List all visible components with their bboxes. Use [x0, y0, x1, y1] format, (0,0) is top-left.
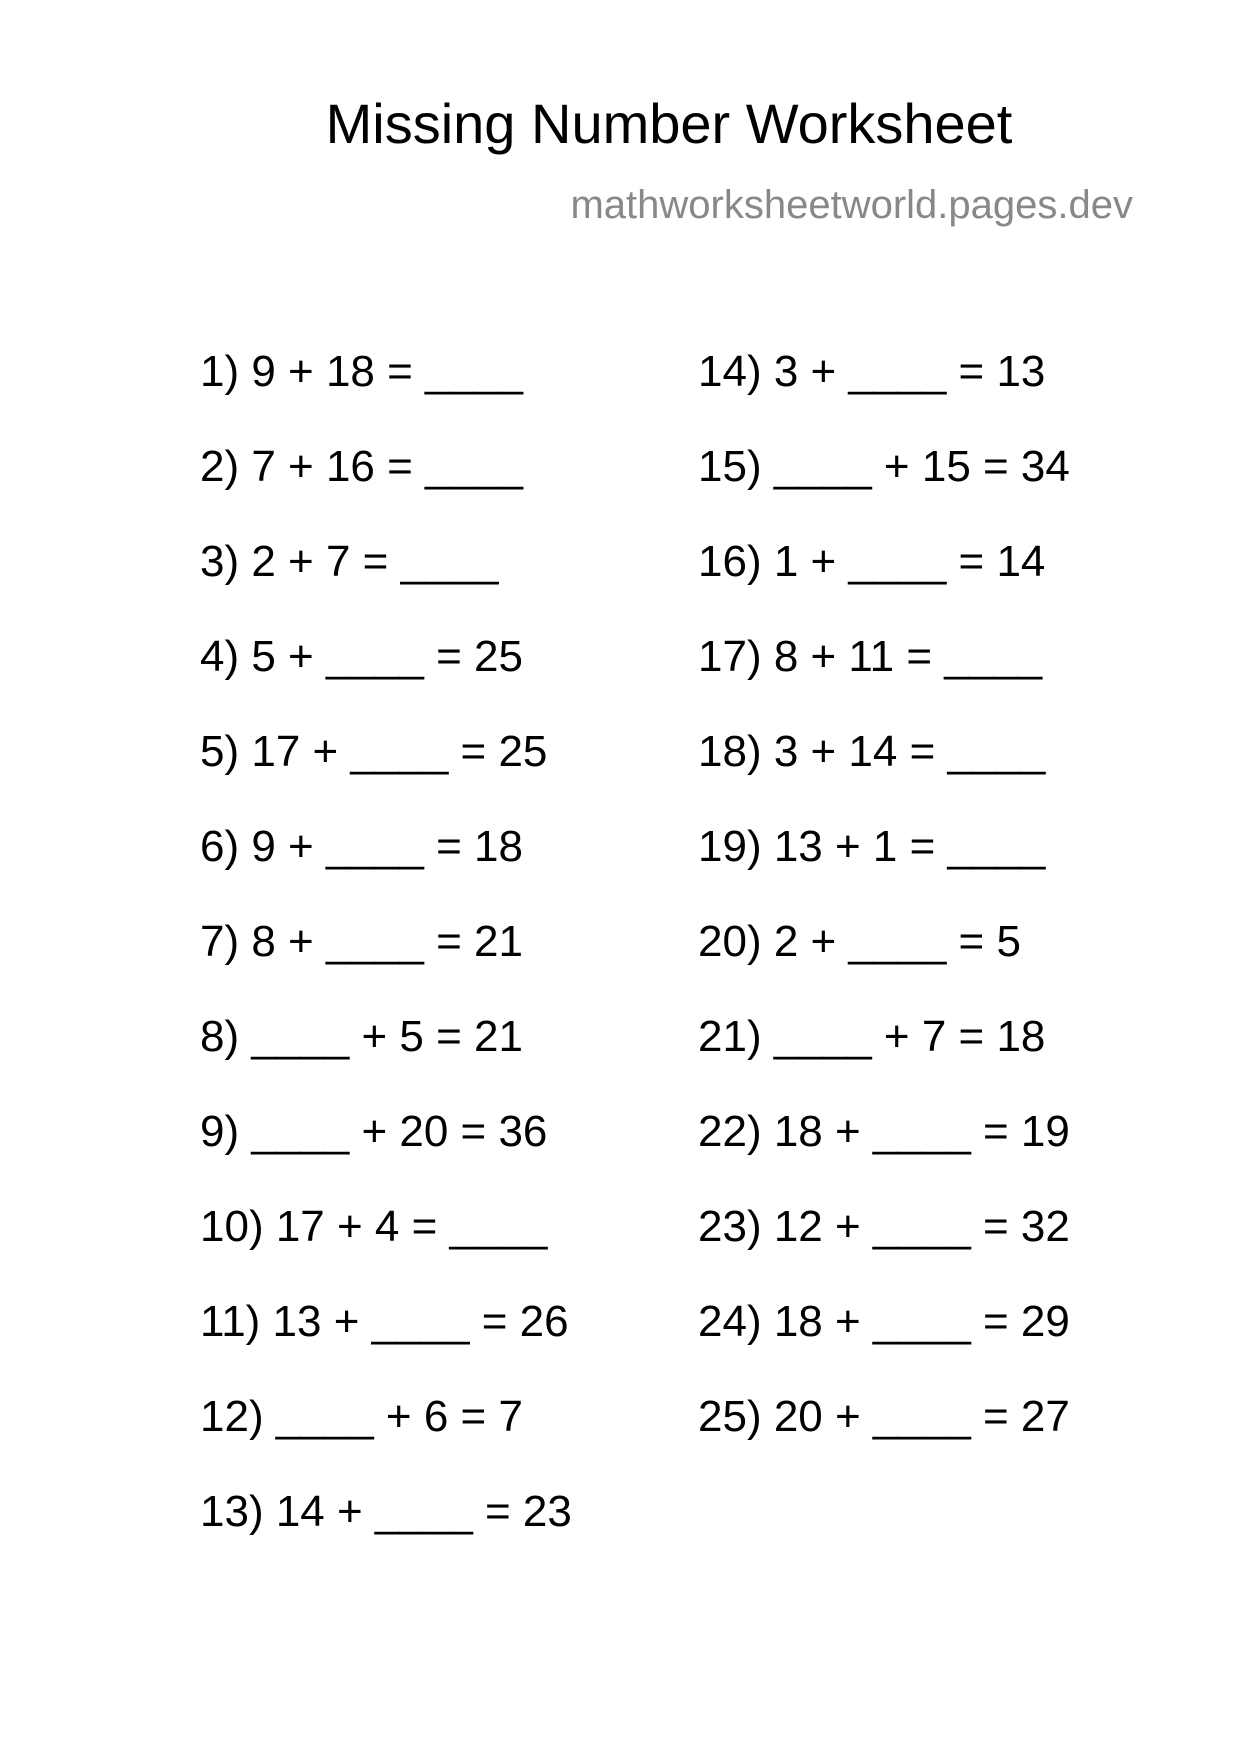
website-url: mathworksheetworld.pages.dev — [570, 183, 1133, 227]
problem-8: 8) ____ + 5 = 21 — [200, 1012, 523, 1061]
problem-7: 7) 8 + ____ = 21 — [200, 917, 523, 966]
problem-4: 4) 5 + ____ = 25 — [200, 632, 523, 681]
problem-column-left — [200, 347, 572, 1585]
problem-15: 15) ____ + 15 = 34 — [698, 442, 1070, 491]
problem-9: 9) ____ + 20 = 36 — [200, 1107, 548, 1156]
problem-6: 6) 9 + ____ = 18 — [200, 822, 523, 871]
problem-5: 5) 17 + ____ = 25 — [200, 727, 548, 776]
problem-column-right — [698, 347, 1070, 1490]
problem-10: 10) 17 + 4 = ____ — [200, 1202, 548, 1251]
problem-1: 1) 9 + 18 = ____ — [200, 347, 523, 396]
problem-22: 22) 18 + ____ = 19 — [698, 1107, 1070, 1156]
problem-12: 12) ____ + 6 = 7 — [200, 1392, 523, 1441]
problem-2: 2) 7 + 16 = ____ — [200, 442, 523, 491]
problem-13: 13) 14 + ____ = 23 — [200, 1487, 572, 1536]
worksheet-title: Missing Number Worksheet — [325, 92, 1013, 155]
problem-list — [0, 347, 1240, 1550]
problem-19: 19) 13 + 1 = ____ — [698, 822, 1046, 871]
problem-18: 18) 3 + 14 = ____ — [698, 727, 1046, 776]
problem-21: 21) ____ + 7 = 18 — [698, 1012, 1046, 1061]
problem-16: 16) 1 + ____ = 14 — [698, 537, 1046, 586]
problem-20: 20) 2 + ____ = 5 — [698, 917, 1021, 966]
problem-11: 11) 13 + ____ = 26 — [200, 1297, 569, 1346]
problem-25: 25) 20 + ____ = 27 — [698, 1392, 1070, 1441]
problem-3: 3) 2 + 7 = ____ — [200, 537, 499, 586]
problem-14: 14) 3 + ____ = 13 — [698, 347, 1046, 396]
problem-24: 24) 18 + ____ = 29 — [698, 1297, 1070, 1346]
problem-17: 17) 8 + 11 = ____ — [698, 632, 1043, 681]
problem-23: 23) 12 + ____ = 32 — [698, 1202, 1070, 1251]
